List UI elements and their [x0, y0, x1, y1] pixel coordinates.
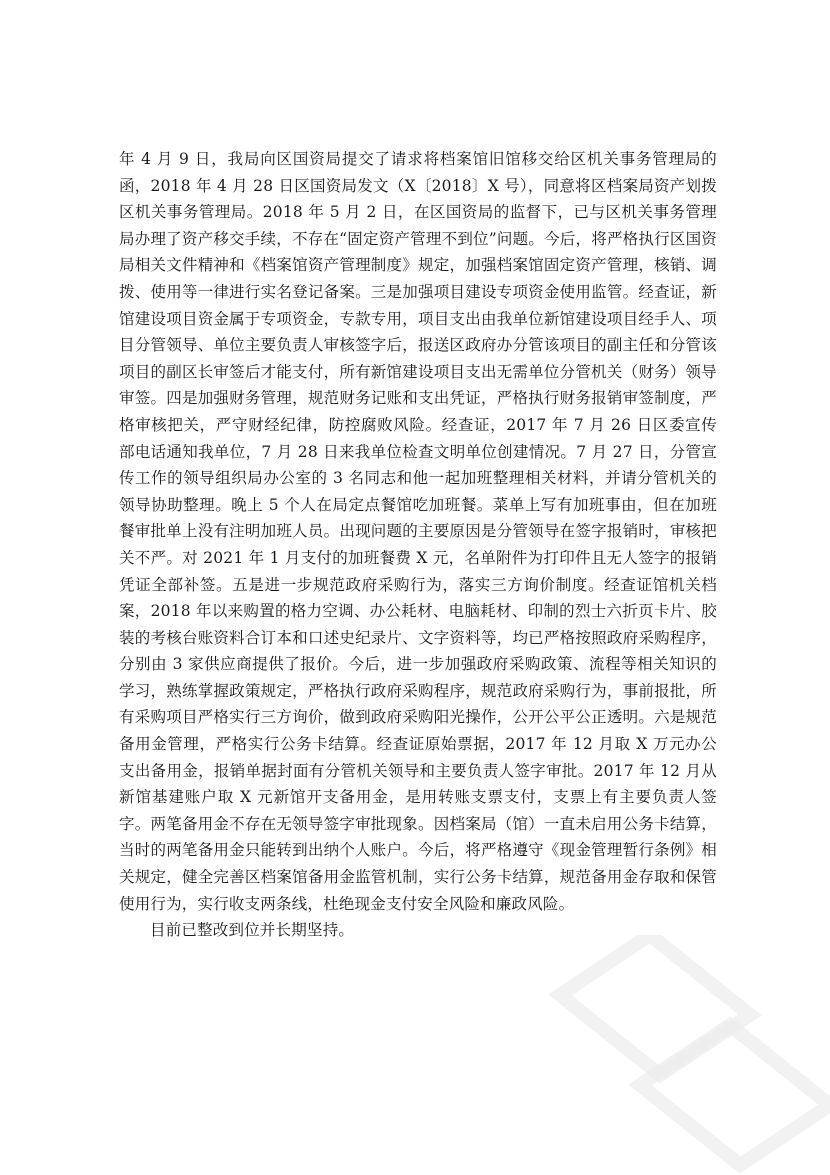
closing-paragraph: 目前已整改到位并长期坚持。: [150, 921, 355, 940]
body-paragraph: 年 4 月 9 日，我局向区国资局提交了请求将档案馆旧馆移交给区机关事务管理局的函，2018 年 4 月 28 日区国资局发文（X〔2018〕X 号），同意将区档案局资产划拨区机关事务管理局。2018 年 5 月 2 日，在区国资局的监督下，已与区机关事务管理局办理了资产移交手续，不存在“固定资产管理不到位”问题。今后，将严格执行区国资局相关文件精神和《档案馆资产管理制度》规定，加强档案馆固定资产管理，核销、调拨、使用等一律进行实名登记备案。三是加强项目建设专项资金使用监管。经查证，新馆建设项目资金属于专项资金，专款专用，项目支出由我单位新馆建设项目经手人、项目分管领导、单位主要负责人审核签字后，报送区政府办分管该项目的副主任和分管该项目的副区长审签后才能支付，所有新馆建设项目支出无需单位分管机关（财务）领导审签。四是加强财务管理，规范财务记账和支出凭证，严格执行财务报销审签制度，严格审核把关，严守财经纪律，防控腐败风险。经查证，2017 年 7 月 26 日区委宣传部电话通知我单位，7 月 28 日来我单位检查文明单位创建情况。7 月 27 日，分管宣传工作的领导组织局办公室的 3 名同志和他一起加班整理相关材料，并请分管机关的领导协助整理。晚上 5 个人在局定点餐馆吃加班餐。菜单上写有加班事由，但在加班餐审批单上没有注明加班人员。出现问题的主要原因是分管领导在签字报销时，审核把关不严。对 2021 年 1 月支付的加班餐费 X 元，名单附件为打印件且无人签字的报销凭证全部补签。五是进一步规范政府采购行为，落实三方询价制度。经查证馆机关档案，2018 年以来购置的格力空调、办公耗材、电脑耗材、印制的烈士六折页卡片、胶装的考核台账资料合订本和口述史纪录片、文字资料等，均已严格按照政府采购程序，分别由 3 家供应商提供了报价。今后，进一步加强政府采购政策、流程等相关知识的学习，熟练掌握政策规定，严格执行政府采购程序，规范政府采购行为，事前报批，所有采购项目严格实行三方询价，做到政府采购阳光操作，公开公平公正透明。六是规范备用金管理，严格实行公务卡结算。经查证原始票据，2017 年 12 月取 X 万元办公支出备用金，报销单据封面有分管机关领导和主要负责人签字审批。2017 年 12 月从新馆基建账户取 X 元新馆开支备用金，是用转账支票支付，支票上有主要负责人签字。两笔备用金不存在无领导签字审批现象。因档案局（馆）一直未启用公务卡结算，当时的两笔备用金只能转到出纳个人账户。今后，将严格遵守《现金管理暂行条例》相关规定，健全完善区档案馆备用金监管机制，实行公务卡结算，规范备用金存取和保管使用行为，实行收支两条线，杜绝现金支付安全风险和廉政风险。: [119, 150, 717, 913]
document-body: [119, 146, 717, 944]
watermark-graphic: [520, 935, 830, 1175]
